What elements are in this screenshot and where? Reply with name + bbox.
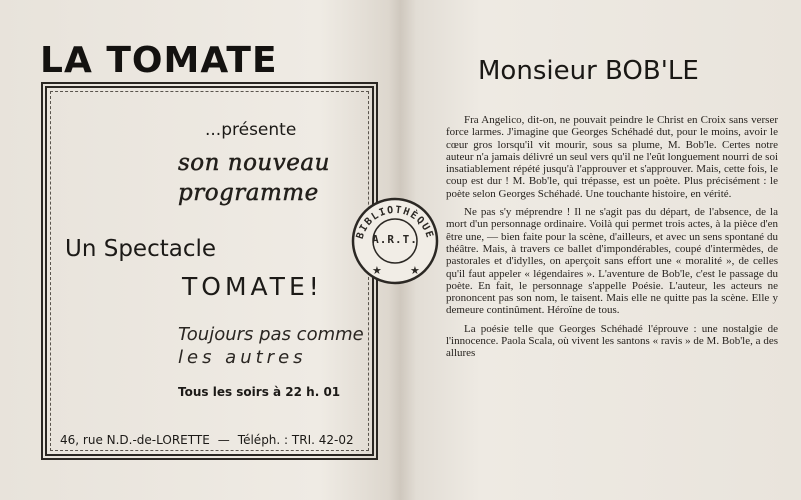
ad-italic-line-1: Toujours pas comme: [178, 324, 364, 345]
article-paragraph: Ne pas s'y méprendre ! Il ne s'agit pas du départ, de l'absence, de la mort d'un personnage ordinaire. Voilà qui permet trois actes, à la pièce d'en être une, — bien faite pour la scène, d'ailleurs, et avec un sens spontané du théâtre. Mais, à travers ce ballet d'impondérables, coupé d'intermèdes, de pastorales et d'idylles, on aperçoit sans effort une « moralité », de celles qu'il faut appeler « légendaires ». L'aventure de Bob'le, c'est le passage du poète. En fait, le personnage s'appelle Poésie. L'auteur, les acteurs ne prononcent pas son nom, le taisent. Mais elle ne quitte pas la scène. Elle y demeure continûment. Héroïne de tous.: [446, 206, 778, 317]
article-title: Monsieur BOB'LE: [478, 56, 699, 86]
article-paragraph: La poésie telle que Georges Schéhadé l'éprouve : une nostalgie de l'innocence. Paola Scala, où vivent les santons « ravis » de M. Bob'le, a des allures: [446, 322, 778, 360]
ad-dash: —: [217, 433, 230, 447]
svg-text:★: ★: [372, 265, 382, 277]
ad-script-line-1: son nouveau: [178, 150, 330, 176]
library-stamp: [350, 196, 440, 286]
ad-title: LA TOMATE: [40, 40, 278, 81]
ad-presente: ...présente: [205, 120, 297, 140]
article-paragraph: Fra Angelico, dit-on, ne pouvait peindre le Christ en Croix sans verser force larmes. J'imagine que Georges Schéhadé dut, pour le moins, avoir le cœur gros lorsqu'il vit mourir, sous sa plume, M. Bob'le. Certes notre auteur n'a jamais délivré un seul vers qu'il ne l'eût longuement nourri de soi insatiablement répété jusqu'à l'approuver et s'approuver. Mais, cette fois, le coup est dur ! M. Bob'le, qui trépasse, est un poète. Plus précisément : le poète selon Georges Schéhadé. Une touchante histoire, en vérité.: [446, 114, 778, 200]
article-body: [446, 114, 778, 360]
svg-text:★: ★: [410, 265, 420, 277]
svg-text:BIBLIOTHÈQUE: BIBLIOTHÈQUE: [354, 204, 436, 241]
ad-phone: Téléph. : TRI. 42-02: [237, 433, 354, 447]
ad-script-line-2: programme: [178, 180, 319, 206]
ad-italic-line-2: les autres: [178, 347, 307, 368]
ad-footer: [60, 433, 370, 447]
ad-tomate: TOMATE!: [182, 272, 323, 301]
ad-spectacle: Un Spectacle: [65, 236, 217, 262]
ad-address: 46, rue N.D.-de-LORETTE: [60, 433, 210, 447]
stamp-text: A.R.T.: [372, 233, 418, 246]
ad-schedule: Tous les soirs à 22 h. 01: [178, 385, 341, 399]
